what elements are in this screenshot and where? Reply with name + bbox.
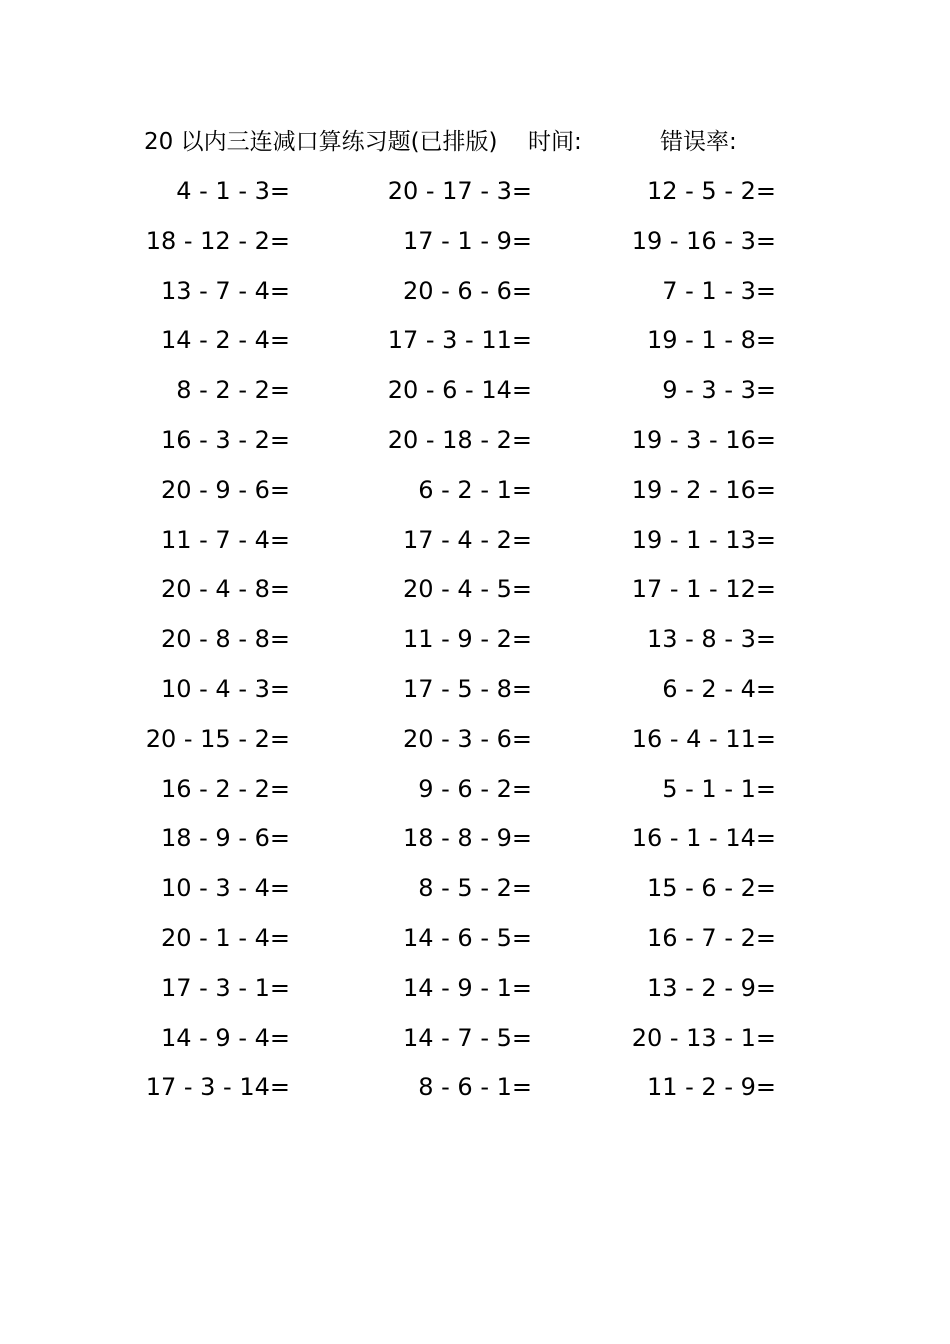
problem-item: 19 - 3 - 16= xyxy=(631,426,776,454)
problem-item: 11 - 2 - 9= xyxy=(646,1073,776,1102)
problem-item: 16 - 7 - 2= xyxy=(646,924,776,952)
problem-item: 20 - 4 - 5= xyxy=(402,575,532,604)
problem-item: 5 - 1 - 1= xyxy=(662,774,776,803)
problem-item: 14 - 6 - 5= xyxy=(402,924,532,952)
problem-item: 8 - 5 - 2= xyxy=(418,874,532,903)
problem-item: 17 - 1 - 12= xyxy=(631,575,776,604)
problem-row xyxy=(0,963,950,1013)
problem-item: 8 - 6 - 1= xyxy=(418,1073,532,1102)
problem-item: 17 - 4 - 2= xyxy=(402,525,532,554)
problem-item: 17 - 3 - 1= xyxy=(160,973,290,1002)
problem-row xyxy=(0,266,950,316)
problem-item: 19 - 2 - 16= xyxy=(631,475,776,504)
problem-item: 20 - 6 - 14= xyxy=(387,376,532,405)
problem-row xyxy=(0,1013,950,1063)
problem-item: 18 - 9 - 6= xyxy=(160,824,290,853)
problem-item: 18 - 12 - 2= xyxy=(145,226,290,255)
problem-row xyxy=(0,216,950,266)
problem-item: 14 - 9 - 4= xyxy=(160,1023,290,1052)
problem-row xyxy=(0,863,950,913)
problem-item: 11 - 9 - 2= xyxy=(402,625,532,654)
problem-item: 16 - 4 - 11= xyxy=(631,724,776,753)
problem-item: 9 - 3 - 3= xyxy=(662,376,776,405)
problem-item: 17 - 3 - 14= xyxy=(145,1073,290,1102)
problem-item: 10 - 4 - 3= xyxy=(160,675,290,703)
problem-item: 17 - 3 - 11= xyxy=(387,326,532,355)
problem-item: 16 - 1 - 14= xyxy=(631,824,776,853)
problem-row xyxy=(0,415,950,465)
problem-row xyxy=(0,813,950,863)
problem-row xyxy=(0,913,950,963)
problem-item: 19 - 1 - 13= xyxy=(631,525,776,554)
problem-item: 14 - 7 - 5= xyxy=(402,1023,532,1052)
problem-row xyxy=(0,714,950,764)
problem-item: 20 - 18 - 2= xyxy=(387,426,532,454)
problem-item: 13 - 8 - 3= xyxy=(646,625,776,654)
problem-item: 17 - 5 - 8= xyxy=(402,675,532,703)
problem-item: 6 - 2 - 1= xyxy=(418,475,532,504)
problem-item: 19 - 16 - 3= xyxy=(631,226,776,255)
error-rate-label: 错误率: xyxy=(660,129,737,155)
problem-item: 19 - 1 - 8= xyxy=(646,326,776,355)
problem-item: 13 - 2 - 9= xyxy=(646,973,776,1002)
problem-row xyxy=(0,365,950,415)
worksheet-title: 20 以内三连减口算练习题(已排版) xyxy=(144,129,498,155)
problem-item: 13 - 7 - 4= xyxy=(160,276,290,305)
problem-row xyxy=(0,1062,950,1112)
problem-row xyxy=(0,664,950,714)
problem-item: 20 - 13 - 1= xyxy=(631,1023,776,1052)
problem-item: 14 - 2 - 4= xyxy=(160,326,290,355)
problem-item: 20 - 9 - 6= xyxy=(160,475,290,504)
problem-item: 20 - 4 - 8= xyxy=(160,575,290,604)
problem-row xyxy=(0,315,950,365)
problem-item: 8 - 2 - 2= xyxy=(176,376,290,405)
problem-item: 16 - 2 - 2= xyxy=(160,774,290,803)
problem-row xyxy=(0,166,950,216)
problem-item: 10 - 3 - 4= xyxy=(160,874,290,903)
problem-row xyxy=(0,614,950,664)
problem-item: 15 - 6 - 2= xyxy=(646,874,776,903)
problem-item: 6 - 2 - 4= xyxy=(662,675,776,703)
problem-item: 18 - 8 - 9= xyxy=(402,824,532,853)
problem-item: 7 - 1 - 3= xyxy=(662,276,776,305)
time-label: 时间: xyxy=(528,129,582,155)
problem-item: 20 - 3 - 6= xyxy=(402,724,532,753)
problem-item: 12 - 5 - 2= xyxy=(646,177,776,205)
problem-row xyxy=(0,564,950,614)
problem-item: 14 - 9 - 1= xyxy=(402,973,532,1002)
problem-item: 17 - 1 - 9= xyxy=(402,226,532,255)
problem-item: 20 - 17 - 3= xyxy=(387,177,532,205)
worksheet-header xyxy=(144,124,844,160)
problem-item: 20 - 6 - 6= xyxy=(402,276,532,305)
problem-item: 11 - 7 - 4= xyxy=(160,525,290,554)
problem-item: 20 - 1 - 4= xyxy=(160,924,290,952)
problem-item: 9 - 6 - 2= xyxy=(418,774,532,803)
problem-item: 16 - 3 - 2= xyxy=(160,426,290,454)
problem-row xyxy=(0,465,950,515)
problem-item: 4 - 1 - 3= xyxy=(176,177,290,205)
problem-item: 20 - 15 - 2= xyxy=(145,724,290,753)
problem-row xyxy=(0,764,950,814)
problem-row xyxy=(0,515,950,565)
problem-item: 20 - 8 - 8= xyxy=(160,625,290,654)
